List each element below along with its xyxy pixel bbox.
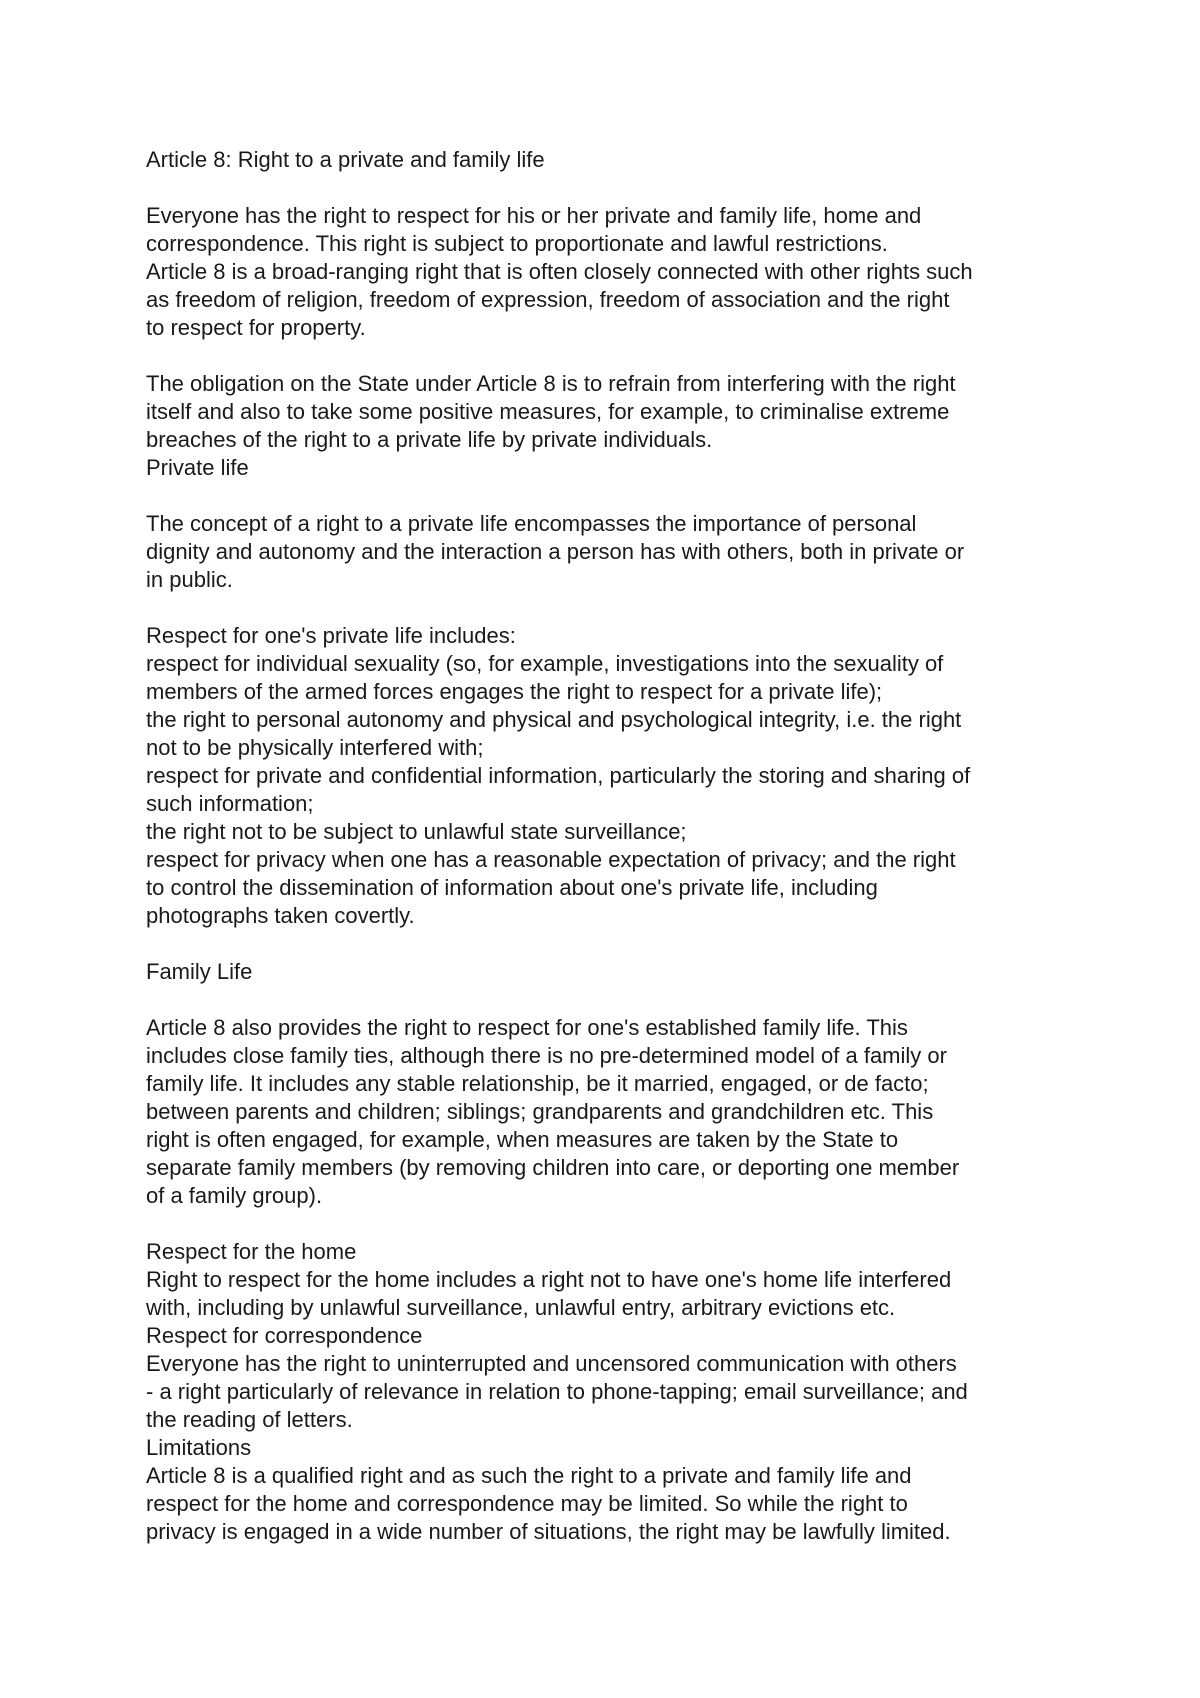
text-line: Article 8 is a broad-ranging right that is often closely connected with other rights such	[146, 259, 973, 284]
text-line: Article 8 also provides the right to respect for one's established family life. This	[146, 1015, 908, 1040]
section-heading-respect-for-home: Respect for the home	[146, 1239, 357, 1264]
text-line: in public.	[146, 567, 233, 592]
text-line: dignity and autonomy and the interaction a person has with others, both in private or	[146, 539, 965, 564]
section-heading-respect-for-correspondence: Respect for correspondence	[146, 1323, 423, 1348]
text-line: Article 8 is a qualified right and as such the right to a private and family life and	[146, 1463, 912, 1488]
blank-line	[146, 594, 1086, 622]
text-line: as freedom of religion, freedom of expression, freedom of association and the right	[146, 287, 950, 312]
text-line: separate family members (by removing children into care, or deporting one member	[146, 1155, 960, 1180]
document-page	[146, 146, 1086, 1546]
blank-line	[146, 174, 1086, 202]
text-line: to respect for property.	[146, 315, 366, 340]
text-line: the reading of letters.	[146, 1407, 353, 1432]
text-line: Everyone has the right to uninterrupted and uncensored communication with others	[146, 1351, 957, 1376]
text-line: Everyone has the right to respect for his or her private and family life, home and	[146, 203, 922, 228]
blank-line	[146, 930, 1086, 958]
blank-line	[146, 1210, 1086, 1238]
text-line: itself and also to take some positive measures, for example, to criminalise extreme	[146, 399, 950, 424]
section-heading-private-life: Private life	[146, 455, 249, 480]
blank-line	[146, 986, 1086, 1014]
document-title: Article 8: Right to a private and family life	[146, 147, 545, 172]
text-line: breaches of the right to a private life by private individuals.	[146, 427, 713, 452]
text-line: respect for the home and correspondence may be limited. So while the right to	[146, 1491, 908, 1516]
blank-line	[146, 482, 1086, 510]
blank-line	[146, 342, 1086, 370]
text-line: the right to personal autonomy and physical and psychological integrity, i.e. the right	[146, 707, 962, 732]
text-line: to control the dissemination of information about one's private life, including	[146, 875, 878, 900]
text-line: The obligation on the State under Article 8 is to refrain from interfering with the right	[146, 371, 956, 396]
text-line: - a right particularly of relevance in relation to phone-tapping; email surveillance; and	[146, 1379, 968, 1404]
text-line: privacy is engaged in a wide number of situations, the right may be lawfully limited.	[146, 1519, 951, 1544]
text-line: respect for private and confidential information, particularly the storing and sharing of	[146, 763, 971, 788]
text-line: respect for privacy when one has a reasonable expectation of privacy; and the right	[146, 847, 956, 872]
section-heading-family-life: Family Life	[146, 959, 253, 984]
text-line: family life. It includes any stable relationship, be it married, engaged, or de facto;	[146, 1071, 929, 1096]
text-line: the right not to be subject to unlawful state surveillance;	[146, 819, 687, 844]
text-line: photographs taken covertly.	[146, 903, 415, 928]
text-line: between parents and children; siblings; grandparents and grandchildren etc. This	[146, 1099, 934, 1124]
text-line: such information;	[146, 791, 314, 816]
text-line: The concept of a right to a private life encompasses the importance of personal	[146, 511, 917, 536]
text-line: with, including by unlawful surveillance, unlawful entry, arbitrary evictions etc.	[146, 1295, 896, 1320]
text-line: includes close family ties, although there is no pre-determined model of a family or	[146, 1043, 947, 1068]
text-line: Respect for one's private life includes:	[146, 623, 516, 648]
section-heading-limitations: Limitations	[146, 1435, 252, 1460]
text-line: respect for individual sexuality (so, for example, investigations into the sexuality of	[146, 651, 944, 676]
text-line: correspondence. This right is subject to proportionate and lawful restrictions.	[146, 231, 888, 256]
text-line: of a family group).	[146, 1183, 323, 1208]
text-line: members of the armed forces engages the right to respect for a private life);	[146, 679, 883, 704]
text-line: Right to respect for the home includes a right not to have one's home life interfered	[146, 1267, 952, 1292]
text-line: not to be physically interfered with;	[146, 735, 484, 760]
text-line: right is often engaged, for example, when measures are taken by the State to	[146, 1127, 899, 1152]
